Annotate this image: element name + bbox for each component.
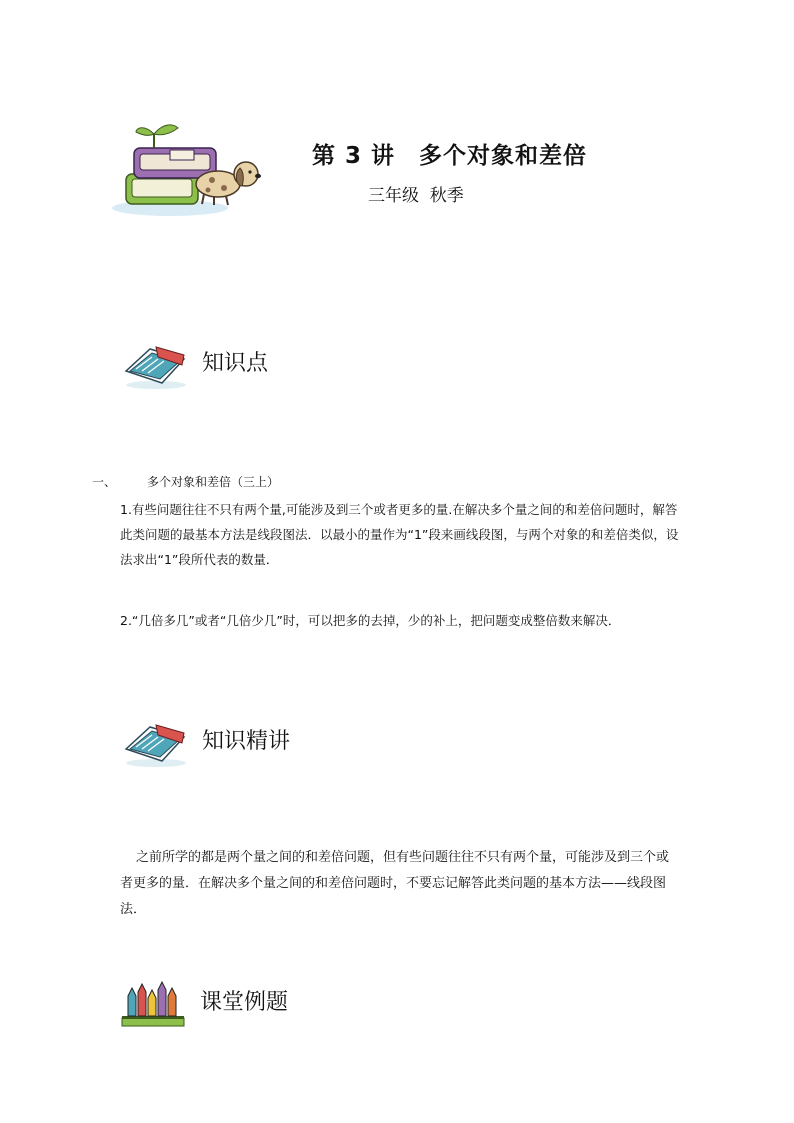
lesson-subtitle: 三年级 秋季 — [368, 186, 464, 206]
section-class-examples — [120, 980, 380, 1030]
lesson-title: 第 3 讲 多个对象和差倍 — [312, 143, 588, 169]
section-knowledge-points — [122, 341, 362, 391]
intro-paragraph: 之前所学的都是两个量之间的和差倍问题，但有些问题往往不只有两个量，可能涉及到三个或者更多的量．在解决多个量之间的和差倍问题时，不要忘记解答此类问题的基本方法——线段图法． — [120, 850, 670, 917]
section-title: 课堂例题 — [200, 990, 289, 1015]
books-icon — [122, 341, 188, 391]
knowledge-point-1: 1.有些问题往往不只有两个量,可能涉及到三个或者更多的量.在解决多个量之间的和差倍问题时，解答此类问题的最基本方法是线段图法．以最小的量作为“1”段来画线段图，与两个对象的和差倍类似，设法求出“1”段所代表的数量． — [120, 502, 679, 567]
outline-marker: 一、 — [92, 475, 117, 489]
pencils-icon — [120, 980, 186, 1030]
books-and-dog-illustration — [108, 112, 268, 218]
header-illustration — [108, 112, 268, 218]
section-knowledge-explained — [122, 719, 382, 769]
outline-heading: 多个对象和差倍（三上） — [147, 475, 280, 489]
section-title: 知识点 — [202, 351, 269, 376]
knowledge-point-2: 2.“几倍多几”或者“几倍少几”时，可以把多的去掉，少的补上，把问题变成整倍数来解决． — [120, 613, 621, 628]
books-icon — [122, 719, 188, 769]
section-title: 知识精讲 — [202, 729, 291, 754]
